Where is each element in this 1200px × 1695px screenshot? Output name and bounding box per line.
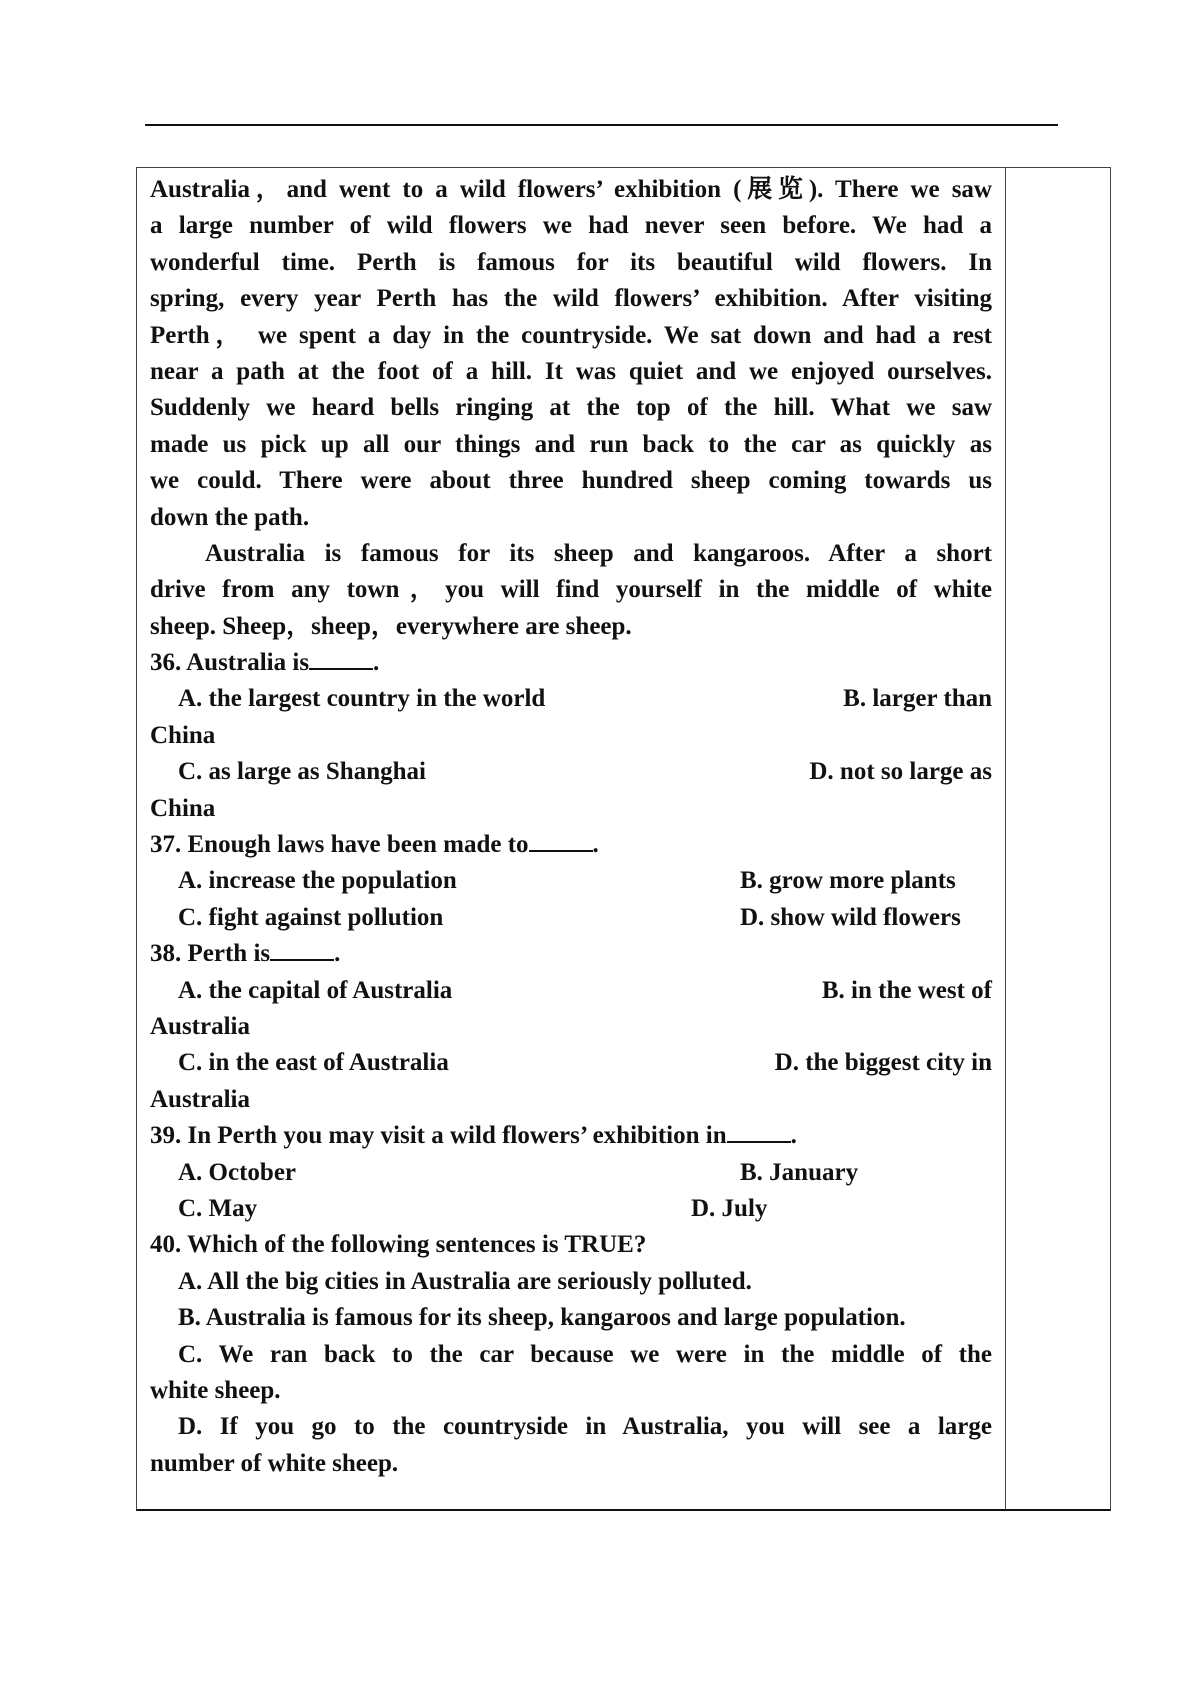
passage-line: wonderful time. Perth is famous for its beautiful wild flowers. In	[150, 248, 992, 276]
content-table	[136, 167, 1111, 1511]
question-38-options-cd	[150, 1045, 992, 1081]
passage-line: Australia，and went to a wild flowers’ exhibition (展览). There we saw	[150, 176, 992, 203]
option-d-wrap: number of white sheep.	[150, 1449, 399, 1477]
question-38-stem	[150, 936, 992, 972]
option-c[interactable]: C. We ran back to the car because we were in the middle of the	[178, 1340, 992, 1368]
option-c-wrap: white sheep.	[150, 1376, 281, 1404]
question-39-stem	[150, 1118, 992, 1154]
header-rule	[145, 124, 1058, 126]
question-37-options-cd	[150, 900, 992, 936]
option-d[interactable]: D. If you go to the countryside in Australia, you will see a large	[178, 1413, 992, 1441]
passage-line: sheep. Sheep，sheep，everywhere are sheep.	[150, 612, 632, 640]
question-text: 36. Australia is	[150, 649, 310, 677]
question-36-options-cd	[150, 754, 992, 790]
question-end: .	[790, 1122, 797, 1150]
option-a[interactable]: A. the largest country in the world	[178, 685, 546, 713]
answer-blank[interactable]	[309, 646, 373, 670]
question-text: 39. In Perth you may visit a wild flowers’ exhibition in	[150, 1122, 727, 1150]
question-end: .	[334, 940, 341, 968]
option-b[interactable]: B. grow more plants	[740, 867, 956, 895]
question-text: 37. Enough laws have been made to	[150, 831, 529, 859]
option-d-wrap: Australia	[150, 1085, 250, 1113]
passage-line: near a path at the foot of a hill. It was quiet and we enjoyed ourselves.	[150, 357, 992, 385]
question-39-options-cd	[150, 1191, 992, 1227]
option-d[interactable]: D. not so large as	[809, 758, 992, 786]
question-end: .	[592, 831, 599, 859]
answer-blank[interactable]	[529, 828, 593, 852]
passage-line: spring, every year Perth has the wild flowers’ exhibition. After visiting	[150, 285, 992, 313]
question-end: .	[373, 649, 380, 677]
passage-line: down the path.	[150, 503, 310, 531]
question-37-stem	[150, 827, 992, 863]
option-d-wrap: China	[150, 794, 216, 822]
passage-line: made us pick up all our things and run back to the car as quickly as	[150, 430, 992, 458]
question-36-stem	[150, 645, 992, 681]
option-d[interactable]: D. the biggest city in	[774, 1049, 992, 1077]
option-a[interactable]: A. increase the population	[178, 867, 457, 895]
question-39-options-ab	[150, 1155, 992, 1191]
passage-line: drive from any town，you will find yourself in the middle of white	[150, 576, 992, 604]
option-b[interactable]: B. larger than	[843, 685, 992, 713]
answer-blank[interactable]	[727, 1119, 791, 1143]
option-c[interactable]: C. in the east of Australia	[178, 1049, 449, 1077]
option-a[interactable]: A. All the big cities in Australia are seriously polluted.	[178, 1267, 752, 1295]
option-b[interactable]: B. in the west of	[821, 976, 992, 1004]
passage-line: we could. There were about three hundred sheep coming towards us	[150, 467, 992, 495]
option-b[interactable]: B. January	[740, 1158, 859, 1186]
passage-line: a large number of wild flowers we had never seen before. We had a	[150, 212, 992, 240]
passage-line: Perth， we spent a day in the countryside. We sat down and had a rest	[150, 321, 992, 349]
option-b-wrap: China	[150, 721, 216, 749]
question-36-options-ab	[150, 681, 992, 717]
option-d[interactable]: D. July	[691, 1194, 768, 1222]
passage-line: Suddenly we heard bells ringing at the top of the hill. What we saw	[150, 394, 992, 422]
option-d[interactable]: D. show wild flowers	[740, 903, 961, 931]
question-37-options-ab	[150, 863, 992, 899]
answer-blank[interactable]	[270, 937, 334, 961]
side-cell	[1006, 168, 1110, 1509]
option-c[interactable]: C. as large as Shanghai	[178, 758, 426, 786]
question-text: 38. Perth is	[150, 940, 271, 968]
option-b[interactable]: B. Australia is famous for its sheep, kangaroos and large population.	[178, 1304, 906, 1332]
option-c[interactable]: C. fight against pollution	[178, 903, 444, 931]
option-c[interactable]: C. May	[178, 1194, 258, 1222]
question-40-stem: 40. Which of the following sentences is TRUE?	[150, 1231, 647, 1259]
main-cell	[150, 172, 992, 1482]
option-b-wrap: Australia	[150, 1012, 250, 1040]
question-38-options-ab	[150, 973, 992, 1009]
option-a[interactable]: A. the capital of Australia	[178, 976, 453, 1004]
passage-line: Australia is famous for its sheep and kangaroos. After a short	[205, 539, 992, 567]
option-a[interactable]: A. October	[178, 1158, 297, 1186]
